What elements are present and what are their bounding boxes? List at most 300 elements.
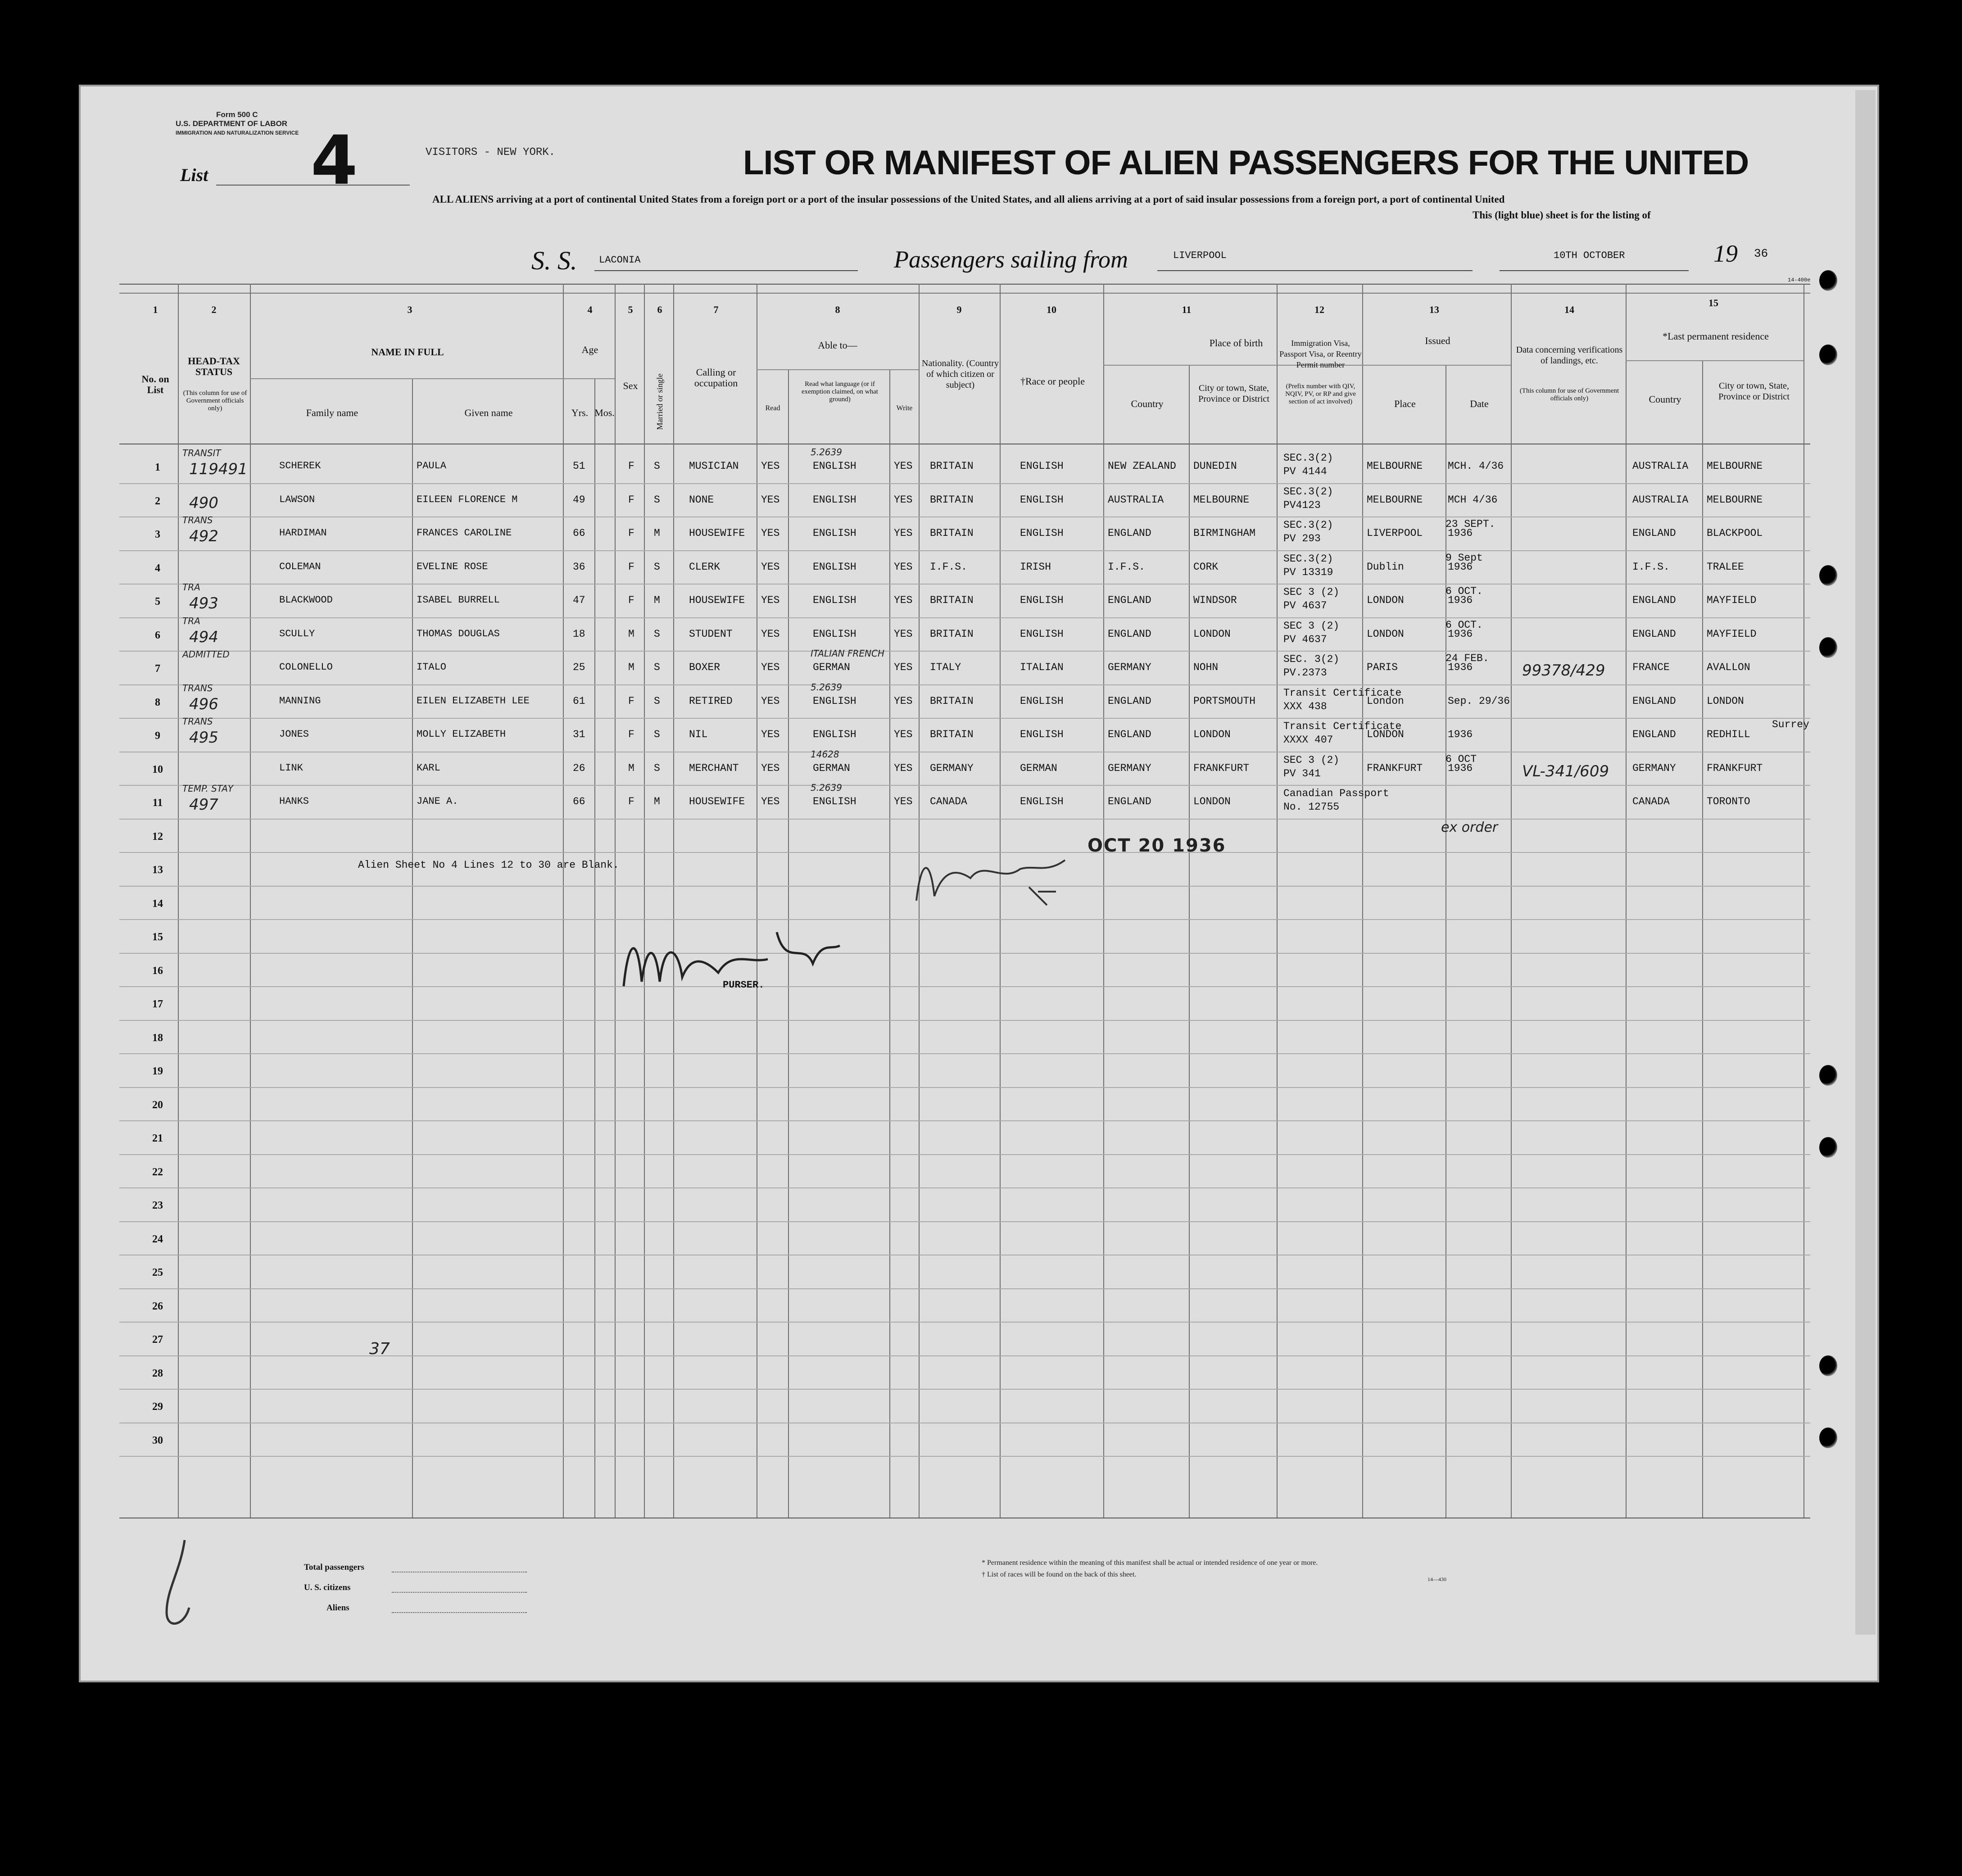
visa-section: SEC 3 (2) xyxy=(1283,586,1340,598)
family-name: LINK xyxy=(279,762,303,774)
can-write: YES xyxy=(894,494,913,506)
can-read: YES xyxy=(761,729,780,740)
residence-city: BLACKPOOL xyxy=(1707,527,1763,539)
family-name: COLEMAN xyxy=(279,561,321,572)
language-note: 14628 xyxy=(811,748,839,760)
family-name: HANKS xyxy=(279,796,309,807)
residence-city: MELBOURNE xyxy=(1707,494,1763,506)
read-language: ENGLISH xyxy=(813,695,856,707)
header-head-tax: HEAD-TAX STATUS xyxy=(188,355,240,377)
issued-place: Dublin xyxy=(1367,561,1404,573)
form-id-line: Form 500 C xyxy=(216,110,258,119)
head-tax-number: 490 xyxy=(189,494,218,512)
row-line xyxy=(119,584,1810,585)
list-label: List xyxy=(180,165,208,185)
header-data-landings: Data concerning verifications of landings, etc. xyxy=(1516,345,1623,366)
family-name: SCULLY xyxy=(279,628,315,639)
residence-city: REDHILL xyxy=(1707,729,1750,740)
binder-hole xyxy=(1819,1137,1837,1158)
issued-date: 1936 xyxy=(1448,561,1473,573)
family-name: LAWSON xyxy=(279,494,315,505)
age-years: 61 xyxy=(573,695,585,707)
visa-number: PV 4637 xyxy=(1283,633,1327,645)
header-no-on-list: No. on List xyxy=(141,373,169,395)
residence-city: MELBOURNE xyxy=(1707,460,1763,472)
row-number: 19 xyxy=(152,1065,163,1077)
nationality: BRITAIN xyxy=(930,594,974,606)
row-number: 9 xyxy=(155,730,160,742)
binder-hole xyxy=(1819,565,1837,586)
footnote-races: † List of races will be found on the back of this sheet. xyxy=(982,1571,1137,1578)
nationality: BRITAIN xyxy=(930,494,974,506)
race: ENGLISH xyxy=(1020,594,1064,606)
residence-country: GERMANY xyxy=(1632,762,1676,774)
header-married: Married or single xyxy=(655,373,664,430)
head-tax-number: 492 xyxy=(189,527,218,545)
row-line xyxy=(119,1087,1810,1088)
row-line xyxy=(119,1053,1810,1054)
marital-status: S xyxy=(654,762,660,774)
col-divider xyxy=(594,378,595,1518)
can-read: YES xyxy=(761,662,780,673)
visa-section: SEC.3(2) xyxy=(1283,452,1333,464)
visa-section: SEC 3 (2) xyxy=(1283,754,1340,766)
given-name: EVELINE ROSE xyxy=(417,561,488,572)
head-tax-note: TEMP. STAY xyxy=(182,783,234,794)
row-line xyxy=(119,483,1810,484)
header-read-language: Read what language (or if exemption claimed, on what ground) xyxy=(802,381,878,403)
residence-country: ENGLAND xyxy=(1632,628,1676,640)
ss-label: S. S. xyxy=(531,246,577,275)
occupation: MUSICIAN xyxy=(689,460,739,472)
birth-city: PORTSMOUTH xyxy=(1193,695,1256,707)
head-tax-note: ADMITTED xyxy=(182,649,230,660)
issued-date: 1936 xyxy=(1448,628,1473,640)
col-number: 7 xyxy=(713,304,719,315)
visa-section: SEC.3(2) xyxy=(1283,553,1333,565)
occupation: HOUSEWIFE xyxy=(689,527,745,539)
blank-lines-note: Alien Sheet No 4 Lines 12 to 30 are Blank. xyxy=(358,859,619,871)
issued-date-day: 23 SEPT. xyxy=(1445,518,1495,530)
row-number: 10 xyxy=(152,763,163,775)
issued-date: MCH 4/36 xyxy=(1448,494,1498,506)
col-divider xyxy=(673,284,674,1518)
race: ENGLISH xyxy=(1020,695,1064,707)
issued-date: 1936 xyxy=(1448,729,1473,740)
can-write: YES xyxy=(894,594,913,606)
header-sex: Sex xyxy=(623,380,638,391)
page-title: LIST OR MANIFEST OF ALIEN PASSENGERS FOR THE UNITED xyxy=(743,144,1749,182)
birth-city: LONDON xyxy=(1193,729,1231,740)
header-given-name: Given name xyxy=(464,407,513,418)
col-number: 5 xyxy=(628,304,633,315)
header-visa: Immigration Visa, Passport Visa, or Reentry Permit number xyxy=(1279,339,1362,369)
row-line xyxy=(119,1221,1810,1222)
birth-city: LONDON xyxy=(1193,796,1231,807)
can-read: YES xyxy=(761,628,780,640)
header-mos: Mos. xyxy=(594,407,615,418)
row-number: 7 xyxy=(155,663,160,675)
head-tax-number: 494 xyxy=(189,628,218,646)
port: LIVERPOOL xyxy=(1173,250,1227,261)
head-tax-number: 119491 xyxy=(189,460,248,478)
row-number: 4 xyxy=(155,562,160,574)
can-read: YES xyxy=(761,762,780,774)
marital-status: S xyxy=(654,628,660,640)
col-number: 2 xyxy=(211,304,217,315)
intro-line-2: This (light blue) sheet is for the listing of xyxy=(1473,209,1651,221)
row-number: 16 xyxy=(152,965,163,977)
header-race: †Race or people xyxy=(1020,376,1085,387)
visa-section: SEC.3(2) xyxy=(1283,519,1333,531)
header-visa-note: (Prefix number with QIV, NQIV, PV, or RP and give section of act involved) xyxy=(1285,383,1356,405)
birth-country: ENGLAND xyxy=(1108,729,1151,740)
row-number: 2 xyxy=(155,495,160,507)
issued-date-day: 6 OCT xyxy=(1445,753,1477,765)
issued-place: LONDON xyxy=(1367,729,1404,740)
sex: F xyxy=(628,561,634,573)
age-years: 31 xyxy=(573,729,585,740)
row-number: 27 xyxy=(152,1334,163,1346)
header-name-in-full: NAME IN FULL xyxy=(371,346,444,358)
residence-city: MAYFIELD xyxy=(1707,628,1757,640)
head-tax-number: 497 xyxy=(189,796,218,814)
age-years: 49 xyxy=(573,494,585,506)
birth-country: GERMANY xyxy=(1108,762,1151,774)
issued-date: 1936 xyxy=(1448,527,1473,539)
header-write: Write xyxy=(896,404,913,412)
col-number: 11 xyxy=(1182,304,1192,315)
header-able-to: Able to— xyxy=(818,340,857,351)
birth-country: ENGLAND xyxy=(1108,695,1151,707)
header-res-country: Country xyxy=(1649,394,1681,405)
year-prefix: 19 xyxy=(1713,240,1738,267)
visa-number: XXXX 407 xyxy=(1283,734,1333,746)
issued-date: 1936 xyxy=(1448,662,1473,673)
language-note: 5.2639 xyxy=(811,681,842,693)
row-number: 5 xyxy=(155,596,160,607)
marital-status: S xyxy=(654,494,660,506)
birth-city: BIRMINGHAM xyxy=(1193,527,1256,539)
occupation: RETIRED xyxy=(689,695,733,707)
row-line xyxy=(119,1120,1810,1121)
row-line xyxy=(119,684,1810,685)
read-language: GERMAN xyxy=(813,762,850,774)
col-number: 9 xyxy=(956,304,962,315)
visa-number: PV 4144 xyxy=(1283,466,1327,477)
col-number: 8 xyxy=(835,304,840,315)
issued-place: MELBOURNE xyxy=(1367,494,1423,506)
number-37: 37 xyxy=(369,1340,390,1358)
col-divider xyxy=(1189,365,1190,1518)
col-divider xyxy=(615,284,616,1518)
age-years: 36 xyxy=(573,561,585,573)
sheet-edge xyxy=(1855,90,1876,1635)
aliens-line xyxy=(392,1612,527,1613)
binder-hole xyxy=(1819,1065,1837,1086)
head-tax-note: TRANS xyxy=(182,515,213,526)
col-divider xyxy=(1445,365,1446,1518)
row-line xyxy=(119,785,1810,786)
given-name: JANE A. xyxy=(417,796,458,807)
col-divider xyxy=(1511,284,1512,1518)
nationality: BRITAIN xyxy=(930,527,974,539)
issued-date-day: 6 OCT. xyxy=(1445,619,1483,631)
row-number: 14 xyxy=(152,897,163,910)
race: ENGLISH xyxy=(1020,527,1064,539)
row-line xyxy=(119,550,1810,551)
row-line xyxy=(119,1322,1810,1323)
nationality: BRITAIN xyxy=(930,460,974,472)
col-divider xyxy=(1803,284,1804,1518)
language-note: 5.2639 xyxy=(811,447,842,458)
sex: M xyxy=(628,762,634,774)
residence-city: TRALEE xyxy=(1707,561,1744,573)
header-last-residence: *Last permanent residence xyxy=(1663,331,1769,342)
given-name: ITALO xyxy=(417,662,447,673)
binder-hole xyxy=(1819,1355,1837,1376)
residence-country: AUSTRALIA xyxy=(1632,494,1689,506)
birth-country: ENGLAND xyxy=(1108,628,1151,640)
head-tax-note: TRANS xyxy=(182,682,213,693)
marital-status: M xyxy=(654,527,660,539)
header-res-city: City or town, State, Province or District xyxy=(1718,381,1790,402)
birth-country: ENGLAND xyxy=(1108,527,1151,539)
nationality: GERMANY xyxy=(930,762,974,774)
subhead-rule xyxy=(250,378,563,379)
issued-date-day: 6 OCT. xyxy=(1445,585,1483,597)
visa-number: PV.2373 xyxy=(1283,667,1327,679)
row-line xyxy=(119,1154,1810,1155)
port-underline xyxy=(1157,270,1473,271)
head-tax-number: 493 xyxy=(189,594,218,612)
marital-status: S xyxy=(654,561,660,573)
can-write: YES xyxy=(894,460,913,472)
footer-code: 14—430 xyxy=(1427,1576,1446,1582)
header-issued-date: Date xyxy=(1470,398,1489,409)
age-years: 18 xyxy=(573,628,585,640)
col-number: 14 xyxy=(1564,304,1574,315)
header-place-of-birth: Place of birth xyxy=(1209,337,1263,349)
aliens-label: Aliens xyxy=(326,1603,349,1613)
residence-country: I.F.S. xyxy=(1632,561,1670,573)
visa-number: PV 4637 xyxy=(1283,600,1327,612)
can-read: YES xyxy=(761,561,780,573)
col-number: 3 xyxy=(407,304,412,315)
row-number: 22 xyxy=(152,1166,163,1178)
marital-status: M xyxy=(654,594,660,606)
row-number: 20 xyxy=(152,1099,163,1111)
col-divider xyxy=(412,378,413,1518)
subhead-rule xyxy=(757,369,919,370)
race: ENGLISH xyxy=(1020,628,1064,640)
residence-country: FRANCE xyxy=(1632,662,1670,673)
sailing-label: Passengers sailing from xyxy=(894,246,1128,273)
head-tax-note: TRA xyxy=(182,615,200,626)
issued-date-day: 9 Sept xyxy=(1445,552,1483,564)
birth-country: ENGLAND xyxy=(1108,796,1151,807)
read-language: ENGLISH xyxy=(813,527,856,539)
visa-number: PV 341 xyxy=(1283,767,1321,779)
header-nationality: Nationality. (Country of which citizen or subject) xyxy=(922,358,999,390)
inspector-signature xyxy=(912,842,1092,914)
visitors-note: VISITORS - NEW YORK. xyxy=(426,146,556,159)
row-number: 1 xyxy=(155,462,160,473)
col-number: 13 xyxy=(1429,304,1439,315)
nationality: BRITAIN xyxy=(930,628,974,640)
family-name: SCHEREK xyxy=(279,460,321,471)
can-write: YES xyxy=(894,662,913,673)
row-line xyxy=(119,617,1810,618)
race: ENGLISH xyxy=(1020,729,1064,740)
sex: F xyxy=(628,594,634,606)
corner-code: 14-400e xyxy=(1788,277,1811,283)
col-divider xyxy=(889,369,890,1518)
read-language: ENGLISH xyxy=(813,729,856,740)
col-number: 10 xyxy=(1047,304,1056,315)
can-write: YES xyxy=(894,729,913,740)
occupation: NONE xyxy=(689,494,714,506)
issued-date: Sep. 29/36 xyxy=(1448,695,1510,707)
row-number: 21 xyxy=(152,1133,163,1144)
race: GERMAN xyxy=(1020,762,1057,774)
age-years: 47 xyxy=(573,594,585,606)
residence-country: CANADA xyxy=(1632,796,1670,807)
can-write: YES xyxy=(894,695,913,707)
issued-date: MCH. 4/36 xyxy=(1448,460,1504,472)
landing-data: 99378/429 xyxy=(1522,662,1605,680)
citizens-line xyxy=(392,1592,527,1593)
marital-status: S xyxy=(654,695,660,707)
read-language: GERMAN xyxy=(813,662,850,673)
visa-section: Transit Certificate xyxy=(1283,720,1402,732)
col-divider xyxy=(563,284,564,1518)
header-calling: Calling or occupation xyxy=(694,367,738,389)
header-head-tax-note: (This column for use of Government officials only) xyxy=(183,390,247,412)
header-issued: Issued xyxy=(1425,335,1450,346)
row-line xyxy=(119,986,1810,987)
row-number: 11 xyxy=(152,797,163,809)
visa-section: SEC. 3(2) xyxy=(1283,653,1340,665)
head-tax-note: TRANS xyxy=(182,716,213,727)
visa-section: Canadian Passport xyxy=(1283,788,1389,799)
residence-city: AVALLON xyxy=(1707,662,1750,673)
residence-city: TORONTO xyxy=(1707,796,1750,807)
can-write: YES xyxy=(894,527,913,539)
ship-name: LACONIA xyxy=(599,254,641,266)
birth-city: NOHN xyxy=(1193,662,1219,673)
intro-line-1: ALL ALIENS arriving at a port of continental United States from a foreign port or a port of the insular possessions of the United States, and all aliens arriving at a port of said insular possessions from a foreign port, a port of continental United xyxy=(432,194,1505,205)
row-number: 28 xyxy=(152,1367,163,1379)
visa-section: Transit Certificate xyxy=(1283,687,1402,699)
occupation: STUDENT xyxy=(689,628,733,640)
issued-place: LONDON xyxy=(1367,594,1404,606)
sailing-date: 10TH OCTOBER xyxy=(1554,250,1625,261)
sex: F xyxy=(628,796,634,807)
given-name: EILEEN FLORENCE M xyxy=(417,494,518,505)
race: ENGLISH xyxy=(1020,796,1064,807)
family-name: COLONELLO xyxy=(279,662,333,673)
year-suffix: 36 xyxy=(1754,247,1768,260)
given-name: ISABEL BURRELL xyxy=(417,594,500,606)
row-number: 12 xyxy=(152,830,163,843)
read-language: ENGLISH xyxy=(813,494,856,506)
family-name: MANNING xyxy=(279,695,321,707)
sex: M xyxy=(628,628,634,640)
race: IRISH xyxy=(1020,561,1051,573)
visa-number: PV 293 xyxy=(1283,533,1321,544)
can-read: YES xyxy=(761,460,780,472)
can-read: YES xyxy=(761,594,780,606)
ex-order-note: ex order xyxy=(1441,820,1498,835)
residence-city: MAYFIELD xyxy=(1707,594,1757,606)
marital-status: S xyxy=(654,729,660,740)
row-line xyxy=(119,718,1810,719)
row-number: 26 xyxy=(152,1300,163,1312)
birth-country: AUSTRALIA xyxy=(1108,494,1164,506)
language-note: 5.2639 xyxy=(811,782,842,793)
residence-city-note: Surrey xyxy=(1772,719,1809,730)
head-tax-number: 496 xyxy=(189,695,218,713)
header-read: Read xyxy=(765,404,780,412)
race: ENGLISH xyxy=(1020,494,1064,506)
birth-city: WINDSOR xyxy=(1193,594,1237,606)
head-tax-note: TRANSIT xyxy=(182,448,221,458)
row-number: 18 xyxy=(152,1032,163,1044)
occupation: MERCHANT xyxy=(689,762,739,774)
given-name: FRANCES CAROLINE xyxy=(417,527,512,539)
row-line xyxy=(119,819,1810,820)
read-language: ENGLISH xyxy=(813,594,856,606)
issued-date-day: 24 FEB. xyxy=(1445,653,1489,664)
col-divider xyxy=(178,284,179,1518)
row-line xyxy=(119,651,1810,652)
age-years: 26 xyxy=(573,762,585,774)
form-id xyxy=(176,110,299,137)
check-mark xyxy=(153,1536,212,1635)
col-number: 12 xyxy=(1314,304,1324,315)
issued-date: 1936 xyxy=(1448,762,1473,774)
row-line xyxy=(119,1456,1810,1457)
visa-number: No. 12755 xyxy=(1283,801,1340,813)
occupation: NIL xyxy=(689,729,708,740)
issued-place: MELBOURNE xyxy=(1367,460,1423,472)
marital-status: S xyxy=(654,662,660,673)
residence-country: ENGLAND xyxy=(1632,729,1676,740)
row-number: 17 xyxy=(152,998,163,1010)
issued-place: FRANKFURT xyxy=(1367,762,1423,774)
occupation: BOXER xyxy=(689,662,720,673)
sex: F xyxy=(628,494,634,506)
col-divider xyxy=(1626,284,1627,1518)
row-line xyxy=(119,953,1810,954)
sex: F xyxy=(628,460,634,472)
occupation: CLERK xyxy=(689,561,720,573)
residence-city: FRANKFURT xyxy=(1707,762,1763,774)
given-name: KARL xyxy=(417,762,440,774)
nationality: BRITAIN xyxy=(930,695,974,707)
col-number: 6 xyxy=(657,304,662,315)
col-number: 1 xyxy=(153,304,158,315)
residence-country: AUSTRALIA xyxy=(1632,460,1689,472)
birth-city: DUNEDIN xyxy=(1193,460,1237,472)
birth-country: ENGLAND xyxy=(1108,594,1151,606)
row-line xyxy=(119,1288,1810,1289)
purser-signature xyxy=(615,914,849,1004)
family-name: JONES xyxy=(279,729,309,740)
issued-date: 1936 xyxy=(1448,594,1473,606)
subhead-rule xyxy=(1362,365,1511,366)
